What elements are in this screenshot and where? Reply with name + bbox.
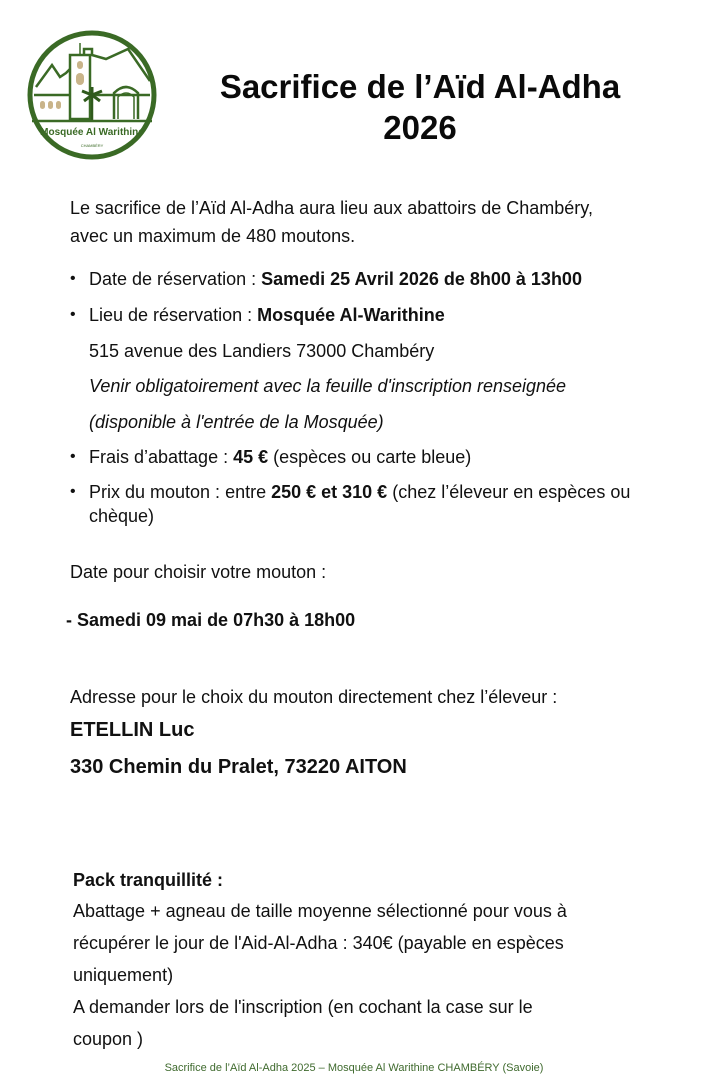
breeder-name: ETELLIN Luc — [70, 719, 195, 741]
slaughter-fees — [89, 443, 471, 471]
reservation-place-label: Lieu de réservation : — [89, 305, 258, 325]
breeder-heading: Adresse pour le choix du mouton directement chez l’éleveur : — [70, 687, 558, 707]
breeder-address: 330 Chemin du Pralet, 73220 AITON — [70, 756, 407, 778]
logo-city: CHAMBÉRY — [80, 143, 104, 148]
mosque-logo-graphic — [26, 29, 158, 161]
fees-label: Frais d’abattage : — [89, 447, 234, 467]
reservation-date-label: Date de réservation : — [89, 269, 262, 289]
bullet-icon: • — [70, 483, 76, 500]
title-line-1: Sacrifice de l’Aïd Al-Adha — [219, 68, 621, 105]
logo-name: Mosquée Al Warithine — [40, 127, 144, 138]
pack-line-4: A demander lors de l'inscription (en cochant la case sur le — [73, 997, 533, 1017]
mosque-logo — [26, 29, 158, 161]
pack-line-3: uniquement) — [73, 965, 174, 985]
page-title — [190, 66, 650, 148]
choose-date: - Samedi 09 mai de 07h30 à 18h00 — [66, 610, 356, 630]
price-value: 250 € et 310 € — [271, 482, 388, 502]
bullet-icon: • — [70, 448, 76, 465]
price-label: Prix du mouton : entre — [89, 482, 272, 502]
bullet-icon: • — [70, 306, 76, 323]
intro-line-2: avec un maximum de 480 moutons. — [70, 226, 356, 246]
reservation-note-2: (disponible à l'entrée de la Mosquée) — [89, 412, 384, 432]
pack-line-1: Abattage + agneau de taille moyenne sélectionné pour vous à — [73, 901, 567, 921]
pack-title: Pack tranquillité : — [73, 870, 224, 890]
pack-line-5: coupon ) — [73, 1029, 144, 1049]
reservation-note-1: Venir obligatoirement avec la feuille d'inscription renseignée — [89, 376, 567, 396]
page-footer: Sacrifice de l’Aïd Al-Adha 2025 – Mosquée Al Warithine CHAMBÉRY (Savoie) — [164, 1062, 544, 1074]
reservation-place-value: Mosquée Al-Warithine — [257, 305, 445, 325]
reservation-place — [89, 301, 445, 329]
choose-heading: Date pour choisir votre mouton : — [70, 562, 327, 582]
reservation-date — [89, 265, 582, 293]
reservation-date-value: Samedi 25 Avril 2026 de 8h00 à 13h00 — [261, 269, 582, 289]
reservation-address: 515 avenue des Landiers 73000 Chambéry — [89, 341, 435, 361]
title-line-2: 2026 — [383, 109, 457, 146]
sheep-price — [89, 478, 630, 506]
intro-line-1: Le sacrifice de l’Aïd Al-Adha aura lieu aux abattoirs de Chambéry, — [70, 198, 593, 218]
bullet-icon: • — [70, 270, 76, 287]
fees-suffix: (espèces ou carte bleue) — [268, 447, 472, 467]
pack-line-2: récupérer le jour de l'Aid-Al-Adha : 340€ (payable en espèces — [73, 933, 564, 953]
price-line-2: chèque) — [89, 506, 155, 526]
fees-value: 45 € — [233, 447, 269, 467]
price-suffix: (chez l’éleveur en espèces ou — [387, 482, 631, 502]
